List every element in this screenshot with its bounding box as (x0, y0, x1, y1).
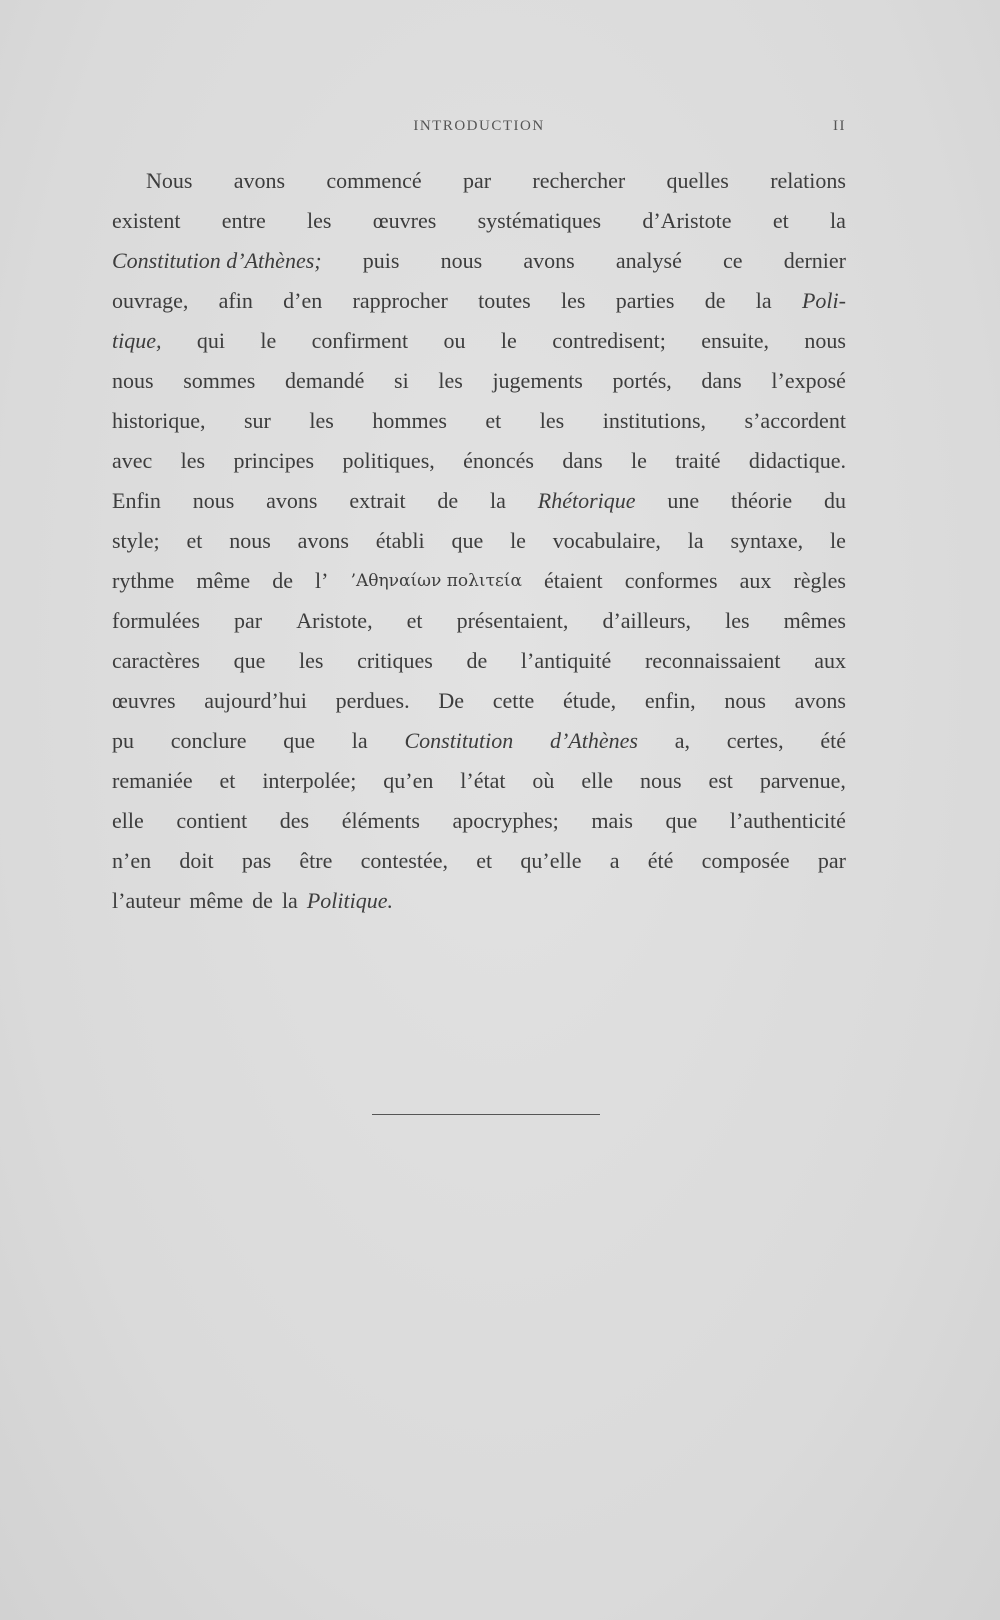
word: la (830, 208, 846, 233)
word: reconnaissaient (644, 648, 781, 673)
word: rythme (112, 568, 175, 593)
text-line (112, 361, 846, 401)
word: traité (675, 448, 721, 473)
word: relations (770, 168, 846, 193)
word: les (298, 648, 324, 673)
word: hommes (372, 408, 447, 433)
word: œuvres (372, 208, 437, 233)
word: établi (375, 528, 425, 553)
word: et (406, 608, 423, 633)
text-line (112, 161, 846, 201)
word: composée (701, 848, 790, 873)
page-number: II (833, 118, 846, 134)
text-line (112, 521, 846, 561)
word: l’exposé (771, 368, 846, 393)
word: d’Aristote (642, 208, 732, 233)
italic-title-word: d’Athènes (550, 728, 638, 753)
word: étude, (562, 688, 617, 713)
word: œuvres (112, 688, 176, 713)
word: parvenue, (759, 768, 846, 793)
word: d’ailleurs, (602, 608, 692, 633)
text-line (112, 561, 846, 601)
word: cette (492, 688, 535, 713)
italic-title-word: Politique. (306, 888, 393, 913)
word: la (755, 288, 772, 313)
word: qui (196, 328, 225, 353)
word: nous (440, 248, 483, 273)
word: énoncés (463, 448, 534, 473)
word: le (510, 528, 526, 553)
word: et (772, 208, 789, 233)
word: conformes (624, 568, 718, 593)
italic-title-word: Poli- (801, 288, 846, 313)
word: même (189, 888, 244, 913)
word: les (560, 288, 586, 313)
word: été (647, 848, 674, 873)
word: de (272, 568, 293, 593)
word: confirment (311, 328, 409, 353)
word: l’état (460, 768, 506, 793)
word: qu’elle (520, 848, 582, 873)
word: aux (739, 568, 772, 593)
text-line (112, 841, 846, 881)
text-line (112, 481, 846, 521)
word: qu’en (383, 768, 434, 793)
word: même (196, 568, 251, 593)
text-line (112, 761, 846, 801)
text-line (112, 641, 846, 681)
word: que (283, 728, 316, 753)
word: éléments (341, 808, 420, 833)
word: la (687, 528, 704, 553)
word: la (490, 488, 506, 513)
word: existent (112, 208, 181, 233)
word: ou (443, 328, 466, 353)
word: et (219, 768, 236, 793)
word: être (299, 848, 333, 873)
word: aux (814, 648, 846, 673)
word: dans (562, 448, 603, 473)
word: présentaient, (456, 608, 569, 633)
word: l’authenticité (729, 808, 846, 833)
word: les (539, 408, 565, 433)
word: enfin, (644, 688, 696, 713)
word: apocryphes; (452, 808, 559, 833)
word: avons (523, 248, 575, 273)
word: ouvrage, (112, 288, 189, 313)
body-paragraph (112, 161, 846, 921)
word: institutions, (602, 408, 707, 433)
italic-title-word: Constitution d’Athènes; (112, 248, 322, 273)
word: de (252, 888, 273, 913)
word: le (631, 448, 647, 473)
word: aujourd’hui (204, 688, 307, 713)
section-divider-rule (372, 1114, 600, 1115)
word: Nous (146, 168, 193, 193)
word: et (476, 848, 493, 873)
word: la (281, 888, 298, 913)
word: l’ (315, 568, 329, 593)
word: les (307, 208, 332, 233)
word: de (437, 488, 459, 513)
word: où (532, 768, 555, 793)
word: avons (297, 528, 349, 553)
word: l’auteur (112, 888, 181, 913)
word: politiques, (342, 448, 435, 473)
word: théorie (731, 488, 793, 513)
word: principes (233, 448, 315, 473)
word: le (829, 528, 846, 553)
word: pu (112, 728, 134, 753)
word: les (309, 408, 334, 433)
word: quelles (666, 168, 729, 193)
word: doit (179, 848, 214, 873)
word: syntaxe, (730, 528, 804, 553)
word: règles (793, 568, 846, 593)
word: avons (794, 688, 846, 713)
word: a (609, 848, 620, 873)
word: puis (362, 248, 400, 273)
word: vocabulaire, (552, 528, 661, 553)
text-line (112, 721, 846, 761)
word: nous (229, 528, 271, 553)
word: avons (266, 488, 318, 513)
word: caractères (112, 648, 200, 673)
text-line (112, 601, 846, 641)
text-line (112, 201, 846, 241)
word: que (665, 808, 698, 833)
word: les (180, 448, 206, 473)
word: que (233, 648, 266, 673)
italic-title-word: tique, (112, 328, 162, 353)
word: De (438, 688, 464, 713)
word: parties (615, 288, 675, 313)
text-line (112, 401, 846, 441)
word: ensuite, (701, 328, 770, 353)
word: formulées (112, 608, 200, 633)
word: remaniée (112, 768, 193, 793)
word: pas (241, 848, 272, 873)
word: de (704, 288, 726, 313)
word: elle (112, 808, 144, 833)
word: avons (233, 168, 286, 193)
word: analysé (615, 248, 682, 273)
word: sommes (183, 368, 256, 393)
italic-title-word: Rhétorique (537, 488, 636, 513)
word: interpolée; (262, 768, 357, 793)
word: nous (192, 488, 235, 513)
text-line (112, 281, 846, 321)
word: par (234, 608, 263, 633)
word: extrait (349, 488, 406, 513)
word: été (820, 728, 846, 753)
word: par (463, 168, 492, 193)
running-head-title: INTRODUCTION (413, 118, 545, 134)
word: Enfin (112, 488, 161, 513)
word: didactique. (748, 448, 846, 473)
italic-title-word: Constitution (404, 728, 514, 753)
word: systématiques (477, 208, 602, 233)
word: contient (176, 808, 248, 833)
word: rechercher (532, 168, 626, 193)
word: s’accordent (744, 408, 846, 433)
word: commencé (326, 168, 422, 193)
word: rapprocher (352, 288, 448, 313)
word: a, (674, 728, 691, 753)
word: une (667, 488, 700, 513)
word: afin (218, 288, 253, 313)
word: du (824, 488, 846, 513)
word: demandé (284, 368, 365, 393)
word: les (725, 608, 750, 633)
word: mêmes (783, 608, 846, 633)
text-line (112, 241, 846, 281)
word: des (279, 808, 310, 833)
word: la (351, 728, 368, 753)
word: nous (639, 768, 682, 793)
word: dernier (783, 248, 846, 273)
word: style; (112, 528, 160, 553)
word: jugements (492, 368, 583, 393)
word: contestée, (360, 848, 448, 873)
greek-title: ’Αθηναίων πολιτεία (350, 571, 522, 591)
word: historique, (112, 408, 206, 433)
word: étaient (544, 568, 603, 593)
word: que (451, 528, 484, 553)
text-line (112, 881, 846, 921)
word: d’en (283, 288, 323, 313)
word: entre (221, 208, 266, 233)
word: n’en (112, 848, 152, 873)
text-line (112, 321, 846, 361)
text-line (112, 441, 846, 481)
word: contredisent; (552, 328, 666, 353)
word: certes, (726, 728, 784, 753)
word: et (485, 408, 502, 433)
word: nous (804, 328, 846, 353)
word: si (394, 368, 409, 393)
word: le (500, 328, 517, 353)
word: ce (723, 248, 743, 273)
text-line (112, 801, 846, 841)
word: et (186, 528, 203, 553)
word: les (438, 368, 463, 393)
word: par (817, 848, 846, 873)
word: perdues. (335, 688, 410, 713)
word: nous (724, 688, 766, 713)
text-line (112, 681, 846, 721)
word: avec (112, 448, 153, 473)
word: Aristote, (296, 608, 373, 633)
word: mais (591, 808, 633, 833)
word: sur (244, 408, 271, 433)
word: de (466, 648, 488, 673)
word: le (260, 328, 277, 353)
word: conclure (170, 728, 247, 753)
word: dans (701, 368, 742, 393)
word: l’antiquité (520, 648, 612, 673)
word: critiques (357, 648, 433, 673)
word: toutes (478, 288, 531, 313)
word: elle (581, 768, 614, 793)
word: portés, (612, 368, 672, 393)
word: est (708, 768, 733, 793)
word: nous (112, 368, 154, 393)
